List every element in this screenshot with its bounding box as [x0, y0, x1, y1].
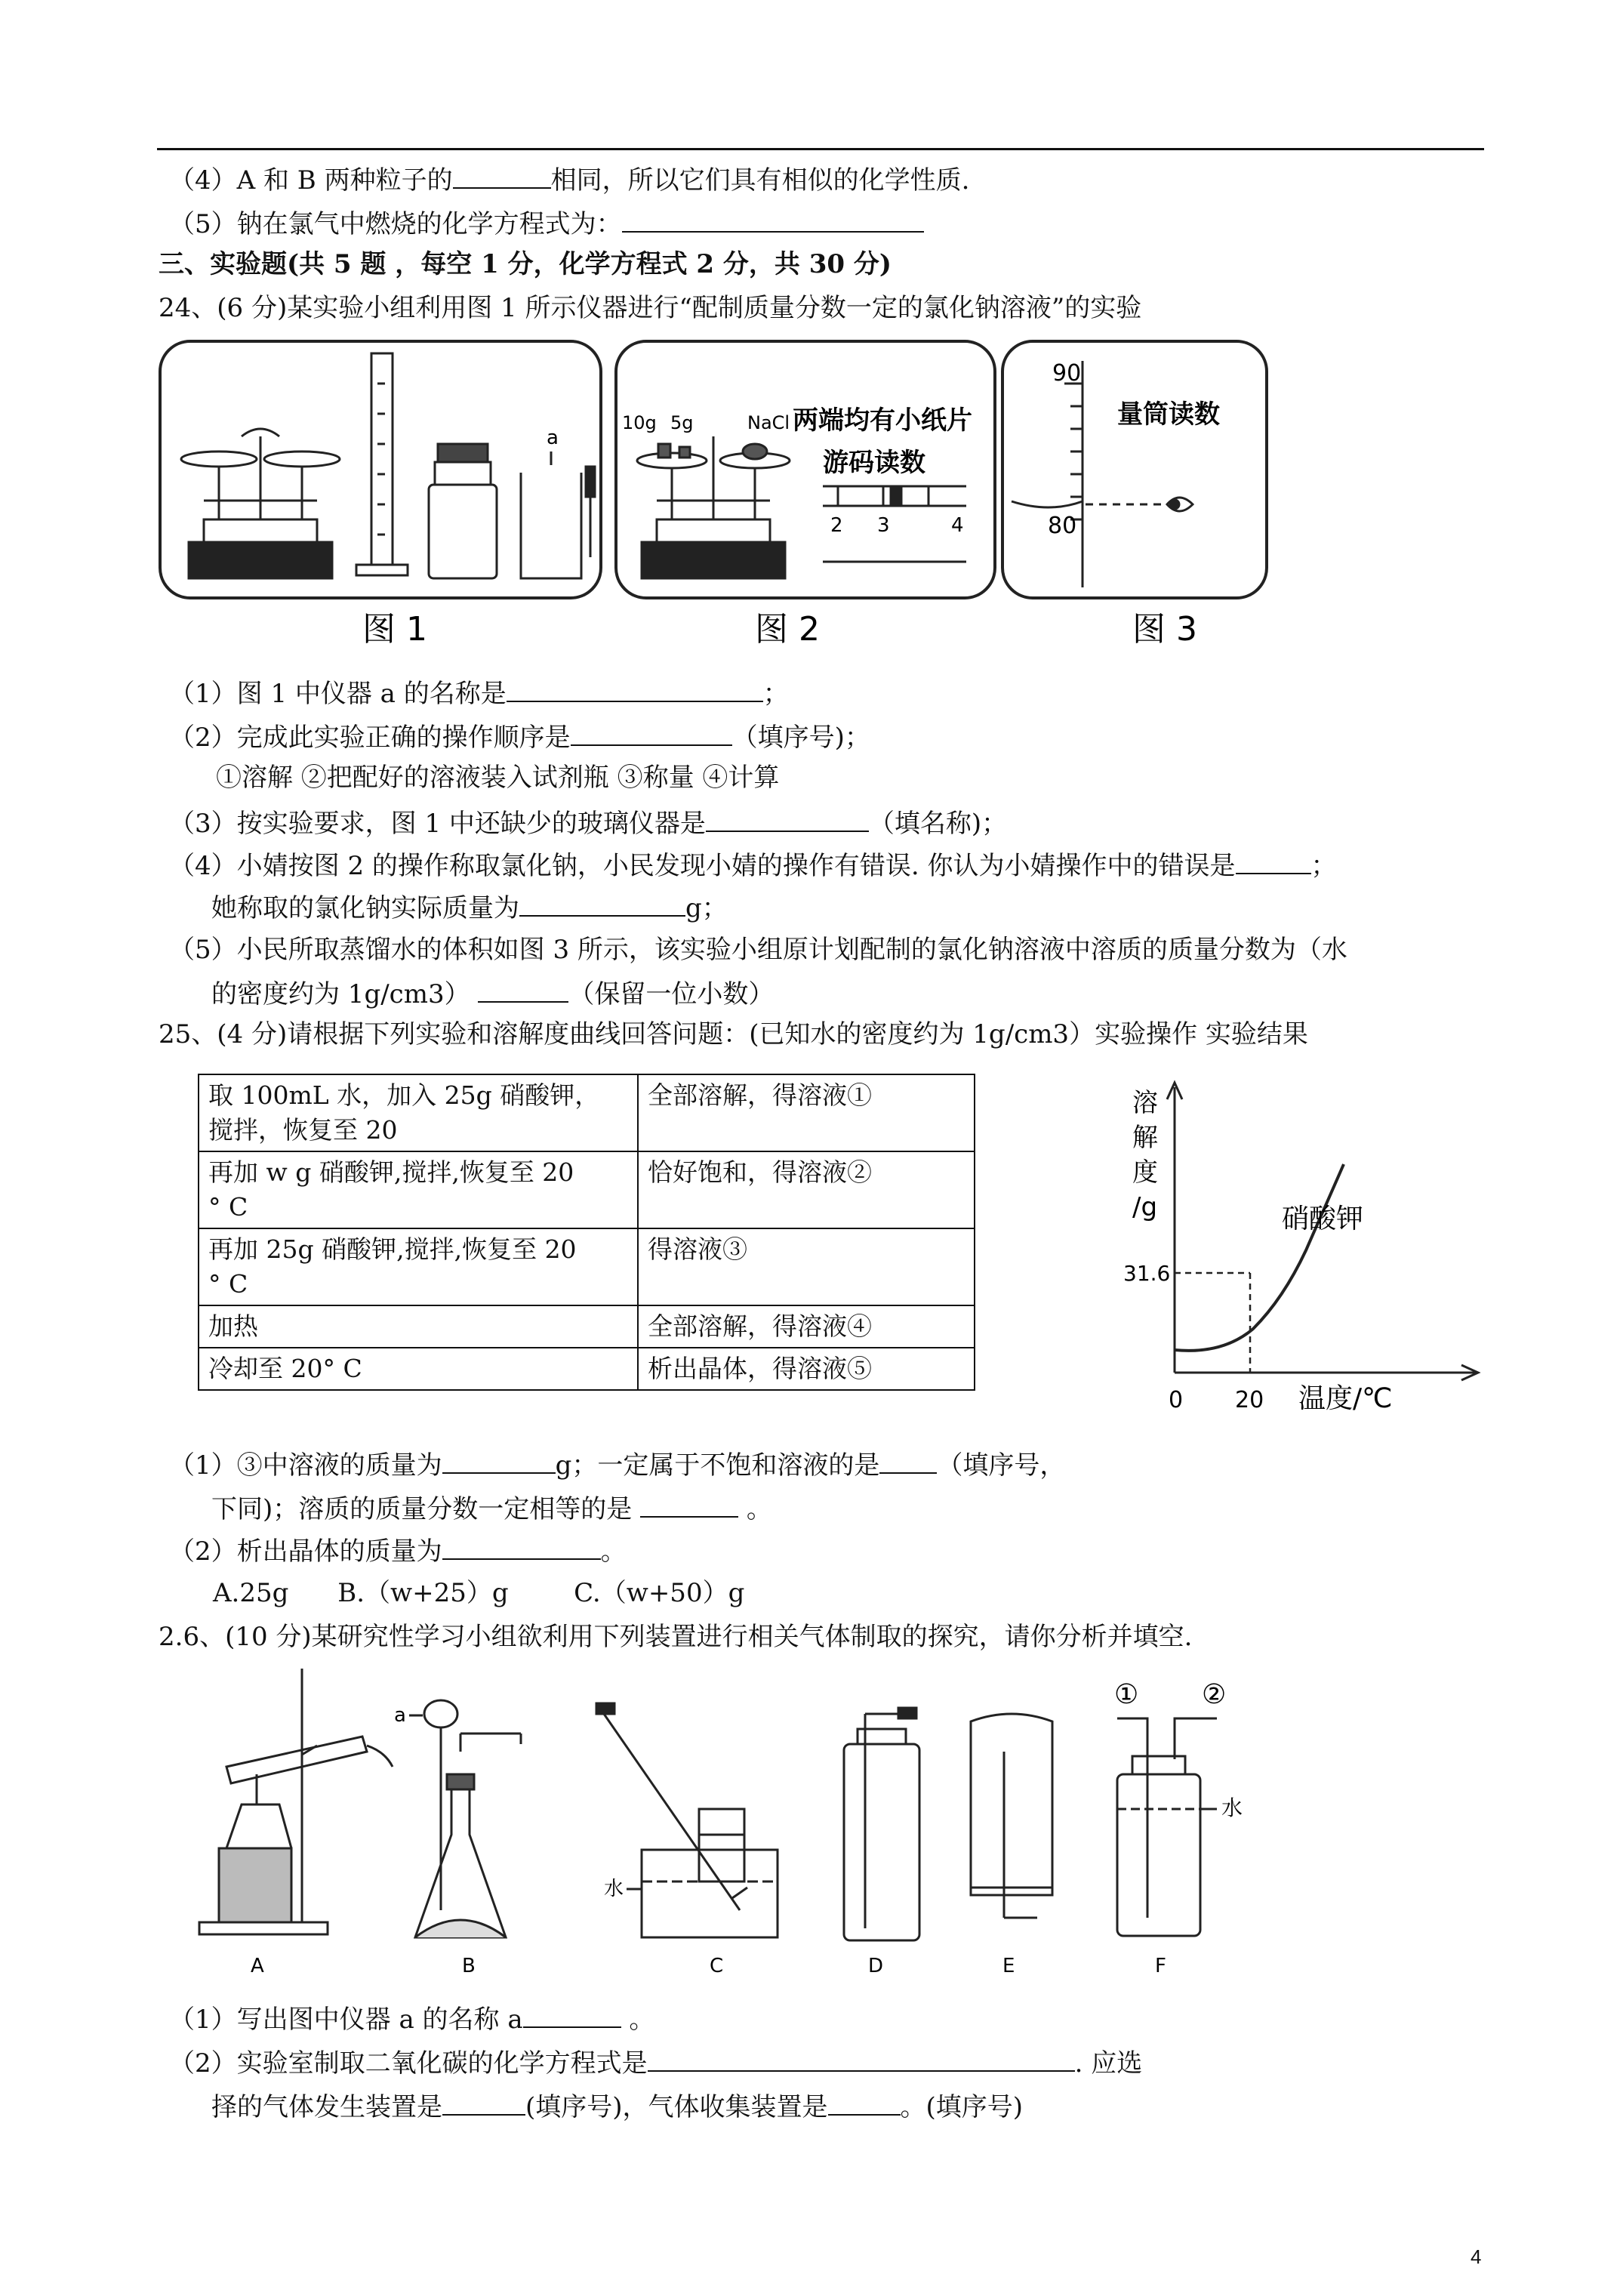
- solubility-graph: [1117, 1072, 1495, 1430]
- q24-part-5: （5）小民所取蒸馏水的体积如图 3 所示，该实验小组原计划配制的氯化钠溶液中溶质的质量分数为（水: [169, 935, 1347, 965]
- apparatus-c: [596, 1703, 778, 1937]
- label-a: A: [251, 1955, 264, 1977]
- label-port-2: ②: [1202, 1679, 1227, 1710]
- header-rule: [157, 148, 1484, 150]
- fig3-note: 量筒读数: [1117, 399, 1220, 430]
- label-c: C: [710, 1955, 724, 1977]
- q25-options: A.25g B.（w+25）g C.（w+50）g: [213, 1578, 745, 1608]
- section-3-heading: 三、实验题(共 5 题 ，每空 1 分，化学方程式 2 分，共 30 分): [159, 249, 892, 279]
- q24-part-4-cont: 她称取的氯化钠实际质量为 g；: [211, 889, 728, 925]
- q24-part-4: （4）小婧按图 2 的操作称取氯化钠，小民发现小婧的操作有错误. 你认为小婧操作中的错误是 ；: [169, 847, 1337, 883]
- label-e: E: [1002, 1955, 1015, 1977]
- fig2-rider-note: 游码读数: [823, 448, 925, 478]
- rider-tick-2: 2: [830, 514, 843, 537]
- fig2-nacl-label: NaCl: [747, 412, 790, 433]
- q24-figures: [159, 338, 1268, 673]
- apparatus-a: [199, 1669, 393, 1934]
- apparatus-e: [971, 1714, 1052, 1918]
- rider-tick-3: 3: [877, 514, 890, 537]
- graph-ylabel-1: 溶: [1132, 1088, 1158, 1118]
- fig3-frame: [1002, 341, 1267, 598]
- label-water-f: 水: [1221, 1795, 1243, 1820]
- graph-x-20: 20: [1235, 1387, 1264, 1413]
- graph-xlabel: 温度/℃: [1298, 1383, 1393, 1414]
- q25-part-1-cont: 下同)；溶质的质量分数一定相等的是 。: [211, 1490, 772, 1526]
- eye-icon: [1167, 498, 1193, 511]
- dropper-icon: [586, 467, 595, 557]
- label-d: D: [868, 1955, 884, 1977]
- q23-line-5: （5）钠在氯气中燃烧的化学方程式为：: [169, 205, 924, 241]
- balance-icon: [181, 429, 340, 578]
- page-number: 4: [1471, 2245, 1482, 2268]
- graduated-cylinder-icon: [356, 353, 408, 575]
- q26-title: 2.6、(10 分)某研究性学习小组欲利用下列装置进行相关气体制取的探究，请你分析并填空.: [159, 1622, 1193, 1652]
- graph-value-label: 31.6: [1123, 1261, 1171, 1286]
- fig3-tick-90: 90: [1052, 360, 1082, 387]
- fig3-tick-80: 80: [1048, 513, 1077, 539]
- graph-curve-label: 硝酸钾: [1282, 1203, 1364, 1234]
- apparatus-f: [1117, 1718, 1217, 1936]
- q25-part-1: （1）③中溶液的质量为 g；一定属于不饱和溶液的是 （填序号，: [169, 1447, 1065, 1482]
- table-row: 再加 w g 硝酸钾,搅拌,恢复至 20 ° C 恰好饱和，得溶液②: [199, 1151, 975, 1228]
- fig2-weight-5g: 5g: [670, 412, 694, 433]
- apparatus-b: [415, 1700, 521, 1937]
- label-funnel-a: a: [394, 1704, 406, 1727]
- gas-apparatus-figure: [189, 1661, 1298, 1996]
- rider-scale: [823, 486, 966, 562]
- q24-part-5-cont: 的密度约为 1g/cm3） （保留一位小数）: [211, 975, 774, 1011]
- label-b: B: [462, 1955, 476, 1977]
- q24-part-1: （1）图 1 中仪器 a 的名称是 ；: [169, 675, 789, 710]
- label-f: F: [1155, 1955, 1166, 1977]
- q24-part-3: （3）按实验要求，图 1 中还缺少的玻璃仪器是 （填名称)；: [169, 805, 1007, 840]
- graph-x-0: 0: [1169, 1387, 1184, 1413]
- table-row: 取 100mL 水，加入 25g 硝酸钾， 搅拌，恢复至 20 全部溶解，得溶液①: [199, 1074, 975, 1151]
- graph-ylabel-4: /g: [1132, 1192, 1158, 1222]
- q26-part-2-cont: 择的气体发生装置是 (填序号)，气体收集装置是 。(填序号): [211, 2088, 1023, 2124]
- q24-part-2: （2）完成此实验正确的操作顺序是 （填序号)；: [169, 719, 870, 754]
- fig3-caption: 图 3: [1132, 610, 1197, 649]
- fig1-caption: 图 1: [362, 610, 427, 649]
- table-row: 冷却至 20° C 析出晶体，得溶液⑤: [199, 1348, 975, 1390]
- q26-part-2: （2）实验室制取二氧化碳的化学方程式是 . 应选: [169, 2045, 1142, 2080]
- fig1-label-a: a: [547, 427, 559, 449]
- q23-line-4: （4）A 和 B 两种粒子的 相同，所以它们具有相似的化学性质.: [169, 162, 969, 197]
- table-row: 加热 全部溶解，得溶液④: [199, 1305, 975, 1348]
- fig2-caption: 图 2: [755, 610, 820, 649]
- graph-ylabel-3: 度: [1132, 1157, 1158, 1188]
- apparatus-d: [844, 1708, 919, 1940]
- fig2-note: 两端均有小纸片: [793, 405, 972, 436]
- kno3-curve: [1175, 1164, 1344, 1351]
- q25-title: 25、(4 分)请根据下列实验和溶解度曲线回答问题：(已知水的密度约为 1g/cm3）实验操作 实验结果: [159, 1019, 1308, 1049]
- label-water-c: 水: [604, 1878, 624, 1900]
- q26-part-1: （1）写出图中仪器 a 的名称 a 。: [169, 2001, 654, 2036]
- graph-ylabel-2: 解: [1132, 1123, 1158, 1153]
- rider-tick-4: 4: [951, 514, 964, 537]
- cylinder-reading: [1012, 361, 1163, 587]
- q24-part-2-options: ①溶解 ②把配好的溶液装入试剂瓶 ③称量 ④计算: [216, 763, 780, 793]
- beaker-icon: [521, 451, 581, 578]
- label-port-1: ①: [1114, 1679, 1139, 1710]
- reagent-bottle-icon: [429, 444, 497, 578]
- q25-part-2: （2）析出晶体的质量为 。: [169, 1533, 627, 1568]
- q24-title: 24、(6 分)某实验小组利用图 1 所示仪器进行“配制质量分数一定的氯化钠溶液”的实验: [159, 293, 1142, 323]
- balance-icon-2: [637, 436, 790, 578]
- experiment-table: [198, 1074, 975, 1391]
- table-row: 再加 25g 硝酸钾,搅拌,恢复至 20 ° C 得溶液③: [199, 1228, 975, 1305]
- fig2-weight-10g: 10g: [622, 412, 657, 433]
